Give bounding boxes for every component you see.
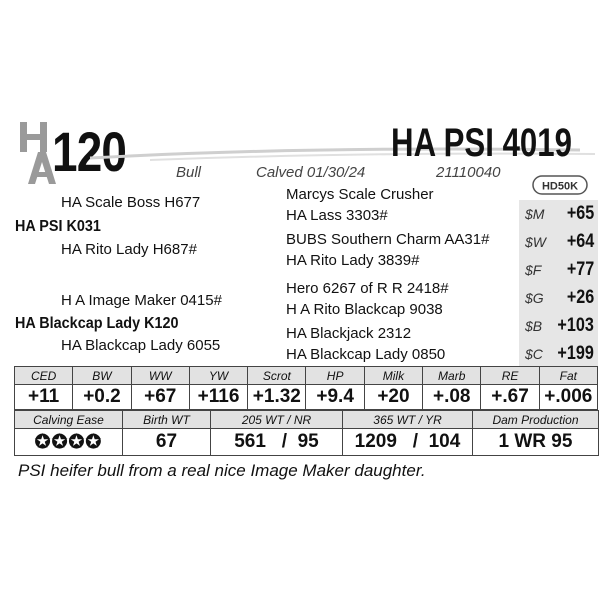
- epd-header: Scrot: [248, 367, 306, 385]
- sire-sire: HA Scale Boss H677: [61, 194, 201, 211]
- epd-header: Marb: [423, 367, 481, 385]
- index-row: [519, 200, 598, 228]
- index-label: $F: [525, 262, 542, 278]
- index-value: +199: [557, 343, 594, 364]
- dam-sire-dam: H A Rito Blackcap 9038: [286, 301, 443, 318]
- epd-header: YW: [189, 367, 247, 385]
- index-row: [519, 228, 598, 256]
- epd-value: +0.2: [73, 385, 131, 410]
- calving-ease-stars: ✪✪✪✪: [15, 429, 123, 456]
- sire-sire-dam: HA Lass 3303#: [286, 207, 388, 224]
- dam-sire-sire: Hero 6267 of R R 2418#: [286, 280, 449, 297]
- epd-header: RE: [481, 367, 539, 385]
- index-value: +26: [566, 287, 594, 308]
- sire: HA PSI K031: [15, 218, 101, 235]
- epd-value: +11: [15, 385, 73, 410]
- epd-value: +.08: [423, 385, 481, 410]
- birth-weight: 67: [123, 429, 211, 456]
- index-row: [519, 256, 598, 284]
- epd-header-row: [15, 367, 598, 385]
- hd50k-label: HD50K: [541, 180, 579, 193]
- dam-dam-dam: HA Blackcap Lady 0850: [286, 346, 446, 363]
- epd-value: +67: [131, 385, 189, 410]
- index-value: +103: [557, 315, 594, 336]
- lot-comment: PSI heifer bull from a real nice Image Maker daughter.: [18, 461, 426, 480]
- epd-value: +.67: [481, 385, 539, 410]
- production-table: [14, 410, 599, 456]
- production-header: Birth WT: [123, 411, 211, 429]
- epd-value: +1.32: [248, 385, 306, 410]
- sire-dam-sire: BUBS Southern Charm AA31#: [286, 231, 490, 248]
- epd-value: +9.4: [306, 385, 364, 410]
- index-label: $M: [525, 206, 545, 222]
- hd50k-badge: [532, 175, 588, 195]
- index-value: +65: [566, 203, 594, 224]
- index-value: +77: [566, 259, 594, 280]
- dam-sire: H A Image Maker 0415#: [61, 292, 222, 309]
- epd-header: Milk: [364, 367, 422, 385]
- index-label: $W: [525, 234, 546, 250]
- production-header: Calving Ease: [15, 411, 123, 429]
- animal-type: Bull: [176, 164, 202, 181]
- dam: HA Blackcap Lady K120: [15, 315, 179, 332]
- bull-name: HA PSI 4019: [391, 121, 572, 165]
- registration-number: 21110040: [436, 164, 501, 181]
- epd-table: [14, 366, 598, 410]
- epd-header: HP: [306, 367, 364, 385]
- epd-header: CED: [15, 367, 73, 385]
- epd-header: WW: [131, 367, 189, 385]
- production-header: Dam Production: [473, 411, 599, 429]
- production-value-row: [15, 429, 599, 456]
- production-header: 365 WT / YR: [343, 411, 473, 429]
- weaning-weight-ratio: 561 / 95: [211, 429, 343, 456]
- index-label: $G: [525, 290, 544, 306]
- epd-value-row: [15, 385, 598, 410]
- yearling-weight-ratio: 1209 / 104: [343, 429, 473, 456]
- epd-value: +116: [189, 385, 247, 410]
- production-header: 205 WT / NR: [211, 411, 343, 429]
- calved-date: Calved 01/30/24: [256, 164, 366, 181]
- index-value: +64: [566, 231, 594, 252]
- epd-header: BW: [73, 367, 131, 385]
- index-label: $B: [525, 318, 543, 334]
- epd-header: Fat: [539, 367, 597, 385]
- dollar-index-box: [519, 200, 598, 368]
- sire-sire-sire: Marcys Scale Crusher: [286, 186, 434, 203]
- sire-dam: HA Rito Lady H687#: [61, 241, 197, 258]
- sire-dam-dam: HA Rito Lady 3839#: [286, 252, 420, 269]
- dam-dam-sire: HA Blackjack 2312: [286, 325, 412, 342]
- lot-number: 120: [52, 120, 127, 183]
- dam-production: 1 WR 95: [473, 429, 599, 456]
- epd-value: +20: [364, 385, 422, 410]
- epd-value: +.006: [539, 385, 597, 410]
- dam-dam: HA Blackcap Lady 6055: [61, 337, 221, 354]
- index-row: [519, 312, 598, 340]
- index-row: [519, 340, 598, 368]
- index-label: $C: [525, 346, 543, 362]
- production-header-row: [15, 411, 599, 429]
- index-row: [519, 284, 598, 312]
